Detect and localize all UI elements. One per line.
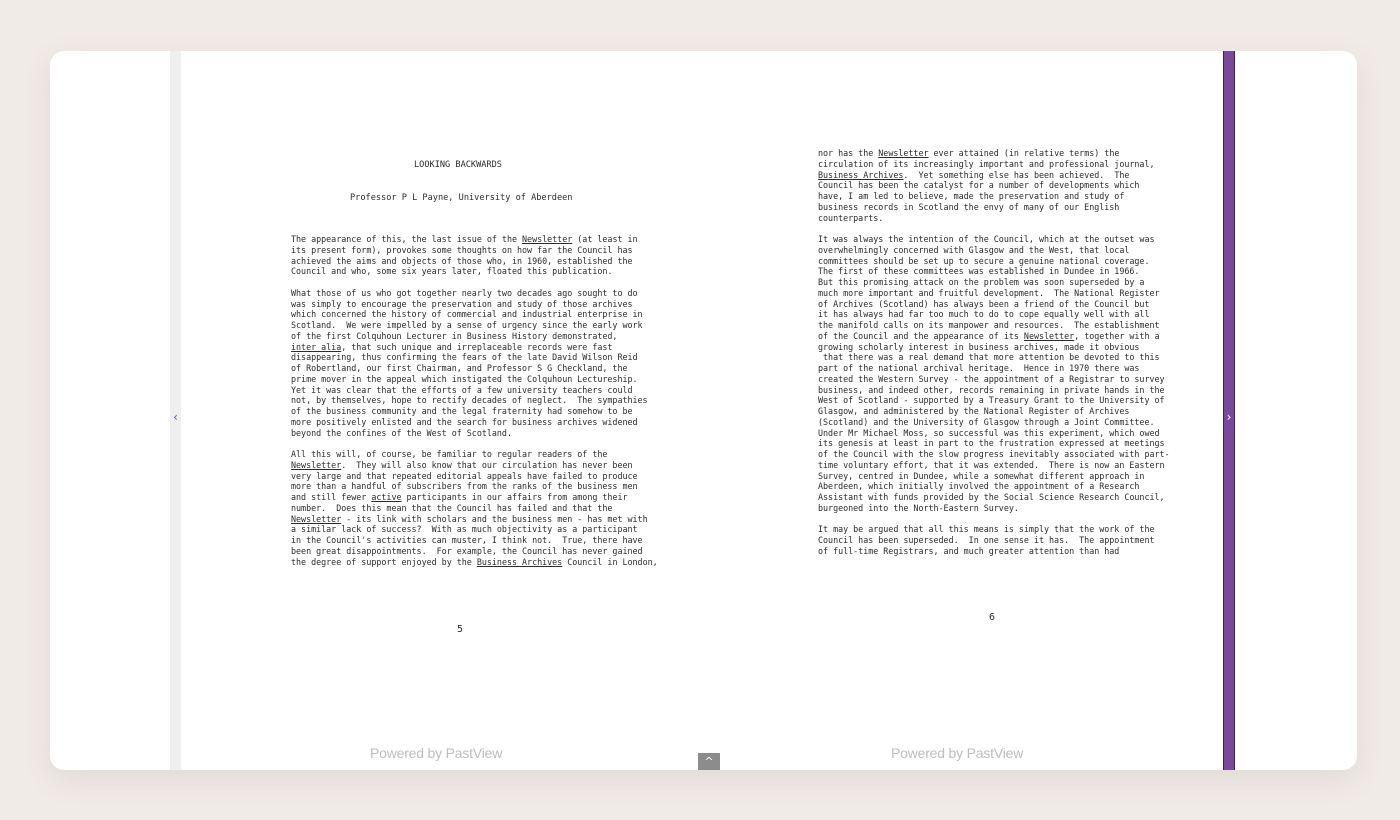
text-line: the manifold calls on its manpower and resources. The establishment [818, 320, 1160, 330]
text-line: of the first Colquhoun Lecturer in Business History demonstrated, [291, 330, 618, 341]
text-line: It was always the intention of the Council, which at the outset was [818, 234, 1155, 244]
text-line: of Archives (Scotland) has always been a friend of the Council but [818, 298, 1150, 309]
text-line: The first of these committees was established in Dundee in 1966. [818, 266, 1140, 277]
text-line: Yet it was clear that the efforts of a few university teachers could [291, 384, 633, 395]
text-line: Newsletter - its link with scholars and the business men - has met with [291, 513, 648, 524]
text-line: its present form), provokes some thoughts on how far the Council has [291, 244, 633, 255]
text-line: was simply to encourage the preservation and study of those archives [291, 298, 633, 309]
text-line: Council and who, some six years later, floated this publication. [291, 266, 613, 277]
text-line: time voluntary effort, that it was extended. There is now an Eastern [818, 459, 1165, 470]
text-line: of Robertland, our first Chairman, and Professor S G Checkland, the [291, 363, 628, 373]
text-line: more than a handful of subscribers from the ranks of the business men [291, 481, 638, 492]
text-line: more positively enlisted and the search for business archives widened [291, 416, 638, 427]
text-line: Survey, centred in Dundee, while a somewhat different approach in [818, 470, 1145, 481]
text-line: inter alia, that such unique and irreplaceable records were fast [291, 341, 613, 352]
text-line: part of the national archival heritage. Hence in 1970 there was [818, 363, 1140, 373]
paragraph-gap [291, 438, 658, 449]
text-line: Glasgow, and administered by the National Register of Archives [818, 406, 1130, 416]
text-line: overwhelmingly concerned with Glasgow and the West, that local [818, 244, 1130, 255]
scroll-top-button[interactable] [698, 753, 720, 770]
text-line: the degree of support enjoyed by the Business Archives Council in London, [291, 556, 658, 567]
text-line: All this will, of course, be familiar to regular readers of the [291, 449, 608, 459]
paragraph-gap [291, 277, 658, 288]
text-line: a similar lack of success? With as much objectivity as a participant [291, 524, 638, 535]
text-line: nor has the Newsletter ever attained (in relative terms) the [818, 148, 1120, 158]
text-line: much more important and fruitful development. The National Register [818, 287, 1160, 298]
text-line: been great disappointments. For example, the Council has never gained [291, 545, 643, 556]
text-line: growing scholarly interest in business archives, made it obvious [818, 341, 1140, 352]
text-line: What those of us who got together nearly two decades ago sought to do [291, 287, 638, 298]
text-line: which concerned the history of commercial and industrial enterprise in [291, 309, 643, 320]
text-line: its genesis at least in part to the frustration expressed at meetings [818, 438, 1165, 449]
text-line: Council has been the catalyst for a number of developments which [818, 180, 1140, 191]
paragraph-gap [818, 223, 1170, 234]
text-line: it has always had far too much to do to cope equally well with all [818, 309, 1150, 320]
article-author: Professor P L Payne, University of Aberdeen [350, 193, 573, 203]
text-line: counterparts. [818, 212, 884, 223]
left-page-body [291, 234, 658, 567]
text-line: not, by themselves, hope to rectify decades of neglect. The sympathies [291, 395, 648, 406]
text-line: number. Does this mean that the Council has failed and that the [291, 502, 613, 513]
text-line: The appearance of this, the last issue of the Newsletter (at least in [291, 234, 638, 244]
chevron-right-icon[interactable]: › [1226, 410, 1232, 424]
text-line: Aberdeen, which initially involved the appointment of a Research [818, 481, 1140, 492]
powered-by-footer: Powered by PastView [370, 745, 503, 761]
paragraph-gap [818, 514, 1170, 525]
text-line: Council has been superseded. In one sense it has. The appointment [818, 535, 1155, 545]
article-title: LOOKING BACKWARDS [414, 160, 502, 170]
text-line: of the Council with the slow progress inevitably associated with part- [818, 449, 1170, 459]
text-line: have, I am led to believe, made the preservation and study of [818, 191, 1125, 201]
document-viewer [50, 51, 1357, 770]
text-line: burgeoned into the North-Eastern Survey. [818, 502, 1019, 513]
text-line: West of Scotland - supported by a Treasury Grant to the University of [818, 395, 1165, 406]
text-line: It may be argued that all this means is simply that the work of the [818, 524, 1155, 535]
text-line: created the Western Survey - the appointment of a Registrar to survey [818, 373, 1165, 384]
text-line: prime mover in the appeal which instigated the Colquhoun Lectureship. [291, 373, 638, 384]
text-line: circulation of its increasingly important and professional journal, [818, 158, 1155, 169]
text-line: business, and indeed other, records remaining in private hands in the [818, 384, 1165, 395]
text-line: very large and that repeated editorial appeals have failed to produce [291, 470, 638, 481]
chevron-left-icon[interactable]: ‹ [173, 410, 178, 424]
text-line: disappearing, thus confirming the fears of the late David Wilson Reid [291, 352, 638, 363]
text-line: of the Council and the appearance of its Newsletter, together with a [818, 330, 1160, 341]
text-line: achieved the aims and objects of those who, in 1960, established the [291, 255, 633, 266]
text-line: Newsletter. They will also know that our circulation has never been [291, 459, 633, 470]
text-line: committees should be set up to secure a genuine national coverage. [818, 255, 1150, 266]
right-page-body [818, 148, 1170, 557]
text-line: and still fewer active participants in our affairs from among their [291, 492, 628, 502]
text-line: Assistant with funds provided by the Social Science Research Council, [818, 492, 1165, 502]
text-line: Business Archives. Yet something else has been achieved. The [818, 169, 1130, 180]
text-line: business records in Scotland the envy of many of our English [818, 201, 1120, 212]
text-line: beyond the confines of the West of Scotland. [291, 427, 512, 438]
text-line: in the Council's activities can muster, I think not. True, there have [291, 535, 643, 545]
text-line: of the business community and the legal fraternity had somehow to be [291, 406, 633, 416]
page-number: 5 [457, 624, 464, 635]
text-line: But this promising attack on the problem was soon superseded by a [818, 277, 1145, 287]
text-line: Scotland. We were impelled by a sense of urgency since the early work [291, 320, 643, 330]
chevron-up-icon: ^ [704, 755, 714, 768]
page-number: 6 [989, 612, 996, 623]
text-line: (Scotland) and the University of Glasgow through a Joint Committee. [818, 416, 1155, 427]
text-line: of full-time Registrars, and much greater attention than had [818, 545, 1120, 556]
powered-by-footer: Powered by PastView [891, 745, 1024, 761]
text-line: Under Mr Michael Moss, so successful was this experiment, which owed [818, 427, 1160, 438]
text-line: that there was a real demand that more attention be devoted to this [818, 352, 1160, 363]
